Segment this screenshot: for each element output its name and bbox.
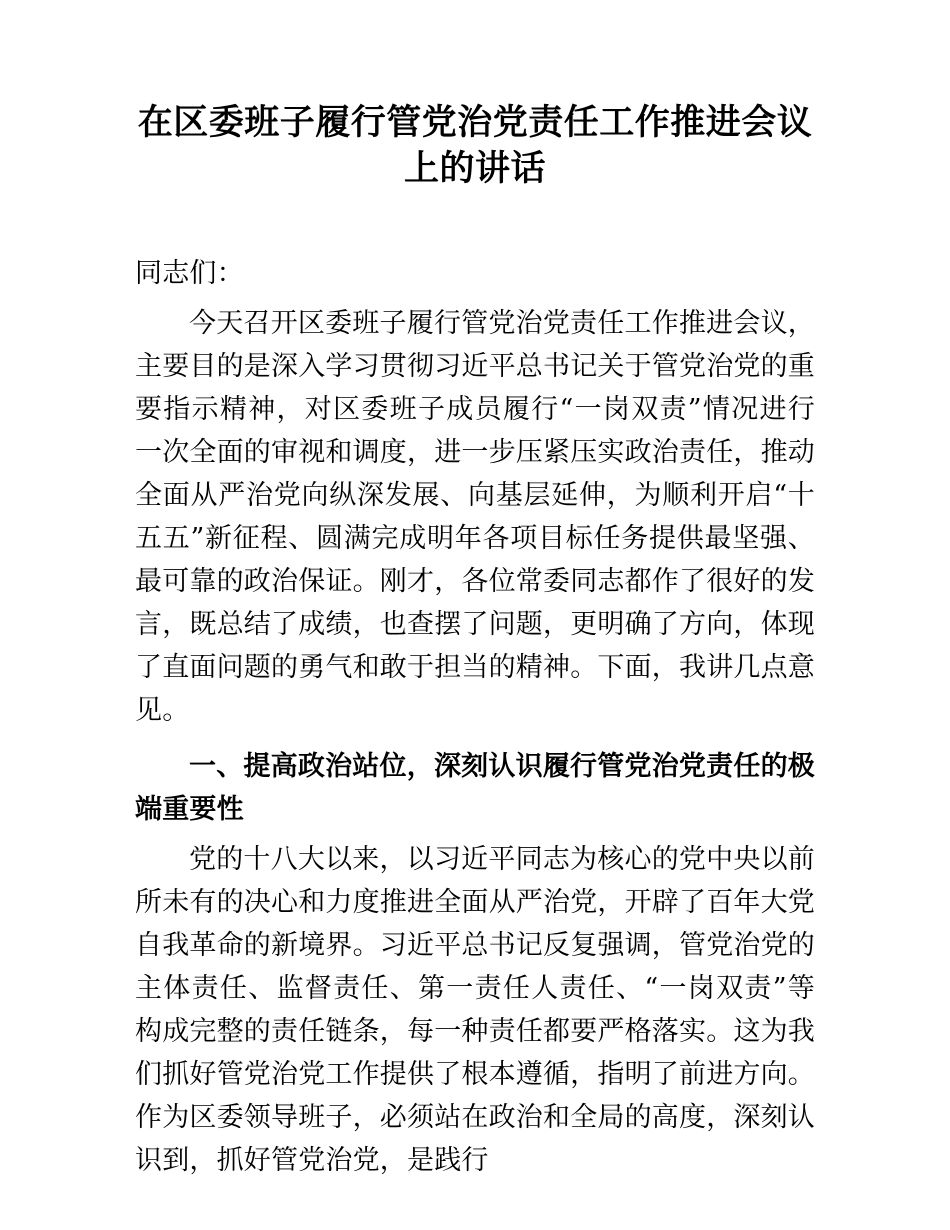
- paragraph-section-1-body: 党的十八大以来，以习近平同志为核心的党中央以前所未有的决心和力度推进全面从严治党，开辟了百年大党自我革命的新境界。习近平总书记反复强调，管党治党的主体责任、监督责任、第一责任人责任、“一岗双责”等构成完整的责任链条，每一种责任都要严格落实。这为我们抓好管党治党工作提供了根本遵循，指明了前进方向。作为区委领导班子，必须站在政治和全局的高度，深刻认识到，抓好管党治党，是践行: [135, 844, 815, 1176]
- page-title: 在区委班子履行管党治党责任工作推进会议上的讲话: [137, 102, 813, 189]
- document-body: [135, 252, 815, 1182]
- salutation: 同志们：: [135, 258, 244, 289]
- section-heading-1: 一、提高政治站位，深刻认识履行管党治党责任的极端重要性: [135, 751, 815, 825]
- paragraph-intro: 今天召开区委班子履行管党治党责任工作推进会议，主要目的是深入学习贯彻习近平总书记关于管党治党的重要指示精神，对区委班子成员履行“一岗双责”情况进行一次全面的审视和调度，进一步压紧压实政治责任，推动全面从严治党向纵深发展、向基层延伸，为顺利开启“十五五”新征程、圆满完成明年各项目标任务提供最坚强、最可靠的政治保证。刚才，各位常委同志都作了很好的发言，既总结了成绩，也查摆了问题，更明确了方向，体现了直面问题的勇气和敢于担当的精神。下面，我讲几点意见。: [135, 308, 815, 726]
